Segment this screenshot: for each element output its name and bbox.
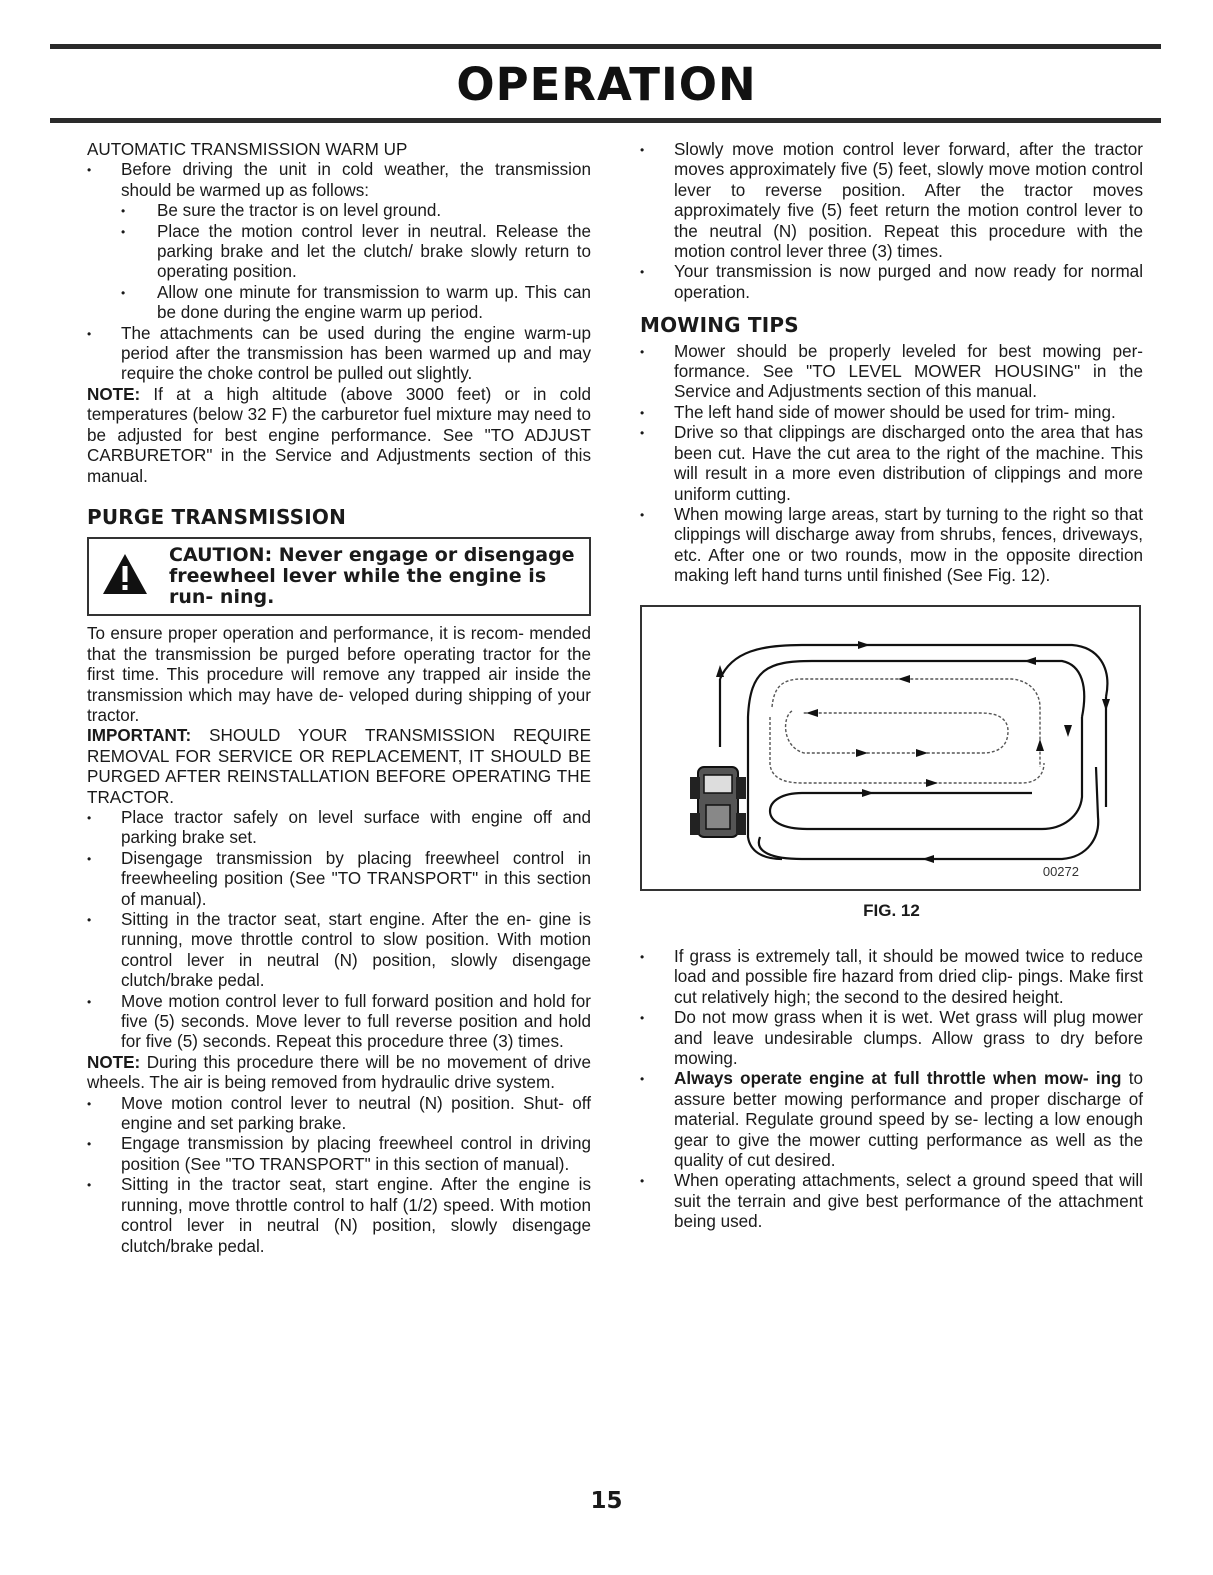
list-item [87, 160, 591, 323]
important-label: IMPORTANT: [87, 726, 192, 746]
list-item: • Do not mow grass when it is wet. Wet grass will plug mower and leave undesirable clumps. Allow grass to dry before mowing. [640, 1008, 1143, 1069]
page-title: OPERATION [456, 58, 757, 111]
list-item: • Sitting in the tractor seat, start engine. After the en- gine is running, move throttle control to slow position. With motion control lever in neutral (N) position, slowly disengage clutch/brake pedal. [87, 910, 591, 992]
page-number: 15 [590, 1488, 623, 1514]
list-item: • Allow one minute for transmission to warm up. This can be done during the engine warm up period. [121, 283, 591, 324]
list-item: • Move motion control lever to full forward position and hold for five (5) seconds. Move lever to full reverse position and hold for five (5) seconds. Repeat this procedure three (3) times. [87, 992, 591, 1053]
purge-steps-a [87, 808, 591, 1053]
mowing-tips-a [640, 342, 1143, 587]
purge-steps-c [640, 140, 1143, 303]
list-item [640, 1069, 1143, 1171]
list-item: • The left hand side of mower should be used for trim- ming. [640, 403, 1143, 423]
top-rule [50, 44, 1161, 49]
list-item: • Move motion control lever to neutral (N) position. Shut- off engine and set parking brake. [87, 1094, 591, 1135]
important-text: SHOULD YOUR TRANSMISSION REQUIRE REMOVAL FOR SERVICE OR REPLACEMENT, IT SHOULD BE PURGED AFTER REINSTALLATION BEFORE OPERATING THE TRACTOR. [87, 726, 591, 807]
note-text: During this procedure there will be no movement of drive wheels. The air is being removed from hydraulic drive system. [87, 1052, 591, 1093]
list-item: • When operating attachments, select a ground speed that will suit the terrain and give best performance of the attachment being used. [640, 1171, 1143, 1232]
warmup-heading: AUTOMATIC TRANSMISSION WARM UP [87, 140, 408, 159]
mowing-tips-b [640, 947, 1143, 1233]
warmup-list [87, 160, 591, 384]
list-item: • Your transmission is now purged and now ready for normal operation. [640, 262, 1143, 303]
purge-intro: To ensure proper operation and performance, it is recom- mended that the transmission be purged before operating tractor for the first time. This procedure will remove any trapped air inside the transmission which may have de- veloped during shipping of your tractor. [87, 624, 591, 725]
note-altitude [87, 385, 591, 487]
note-text: If at a high altitude (above 3000 feet) or in cold temperatures (below 32 F) the carburetor fuel mixture may need to be adjusted for best engine performance. See "TO ADJUST CARBURETOR" in the Service and Adjustments section of this manual. [87, 384, 591, 486]
figure-number: 00272 [1042, 864, 1079, 880]
caution-box [87, 537, 591, 616]
mowing-pattern-diagram [642, 607, 1139, 889]
list-item: • The attachments can be used during the engine warm-up period after the transmission has been warmed up and may require the choke control be pulled out slightly. [87, 324, 591, 385]
tip-text: to assure better mowing performance and proper discharge of material. Regulate ground speed by se- lecting a low enough gear to give the mower cutting performance as well as the quality of cut desired. [674, 1069, 1143, 1170]
warmup-sublist [121, 201, 591, 323]
bold-lead: Always operate engine at full throttle when mow- ing [674, 1069, 1122, 1089]
caution-text: CAUTION: Never engage or disengage freewheel lever while the engine is run- ning. [169, 544, 575, 609]
warning-triangle-icon [101, 552, 149, 601]
note-drive-wheels [87, 1053, 591, 1094]
mowing-pattern-figure [640, 605, 1141, 891]
purge-heading: PURGE TRANSMISSION [87, 504, 347, 529]
important-notice [87, 726, 591, 808]
list-item: • If grass is extremely tall, it should be mowed twice to reduce load and possible fire hazard from dried clip- pings. Make first cut relatively high; the second to the desired height. [640, 947, 1143, 1008]
list-item: • Place the motion control lever in neutral. Release the parking brake and let the clutch/ brake slowly return to operating position. [121, 222, 591, 283]
list-item: • Be sure the tractor is on level ground. [121, 201, 591, 221]
list-item: • Mower should be properly leveled for best mowing per- formance. See "TO LEVEL MOWER HOUSING" in the Service and Adjustments section of this manual. [640, 342, 1143, 403]
note-label: NOTE: [87, 1052, 141, 1072]
list-item: • Disengage transmission by placing freewheel control in freewheeling position (See "TO TRANSPORT" in this section of manual). [87, 849, 591, 910]
list-item: • Slowly move motion control lever forward, after the tractor moves approximately five (5) feet, slowly move motion control lever to reverse position. After the tractor moves approximately five (5) feet return the motion control lever to the neutral (N) position. Repeat this procedure with the motion control lever three (3) times. [640, 140, 1143, 262]
figure-caption: FIG. 12 [863, 900, 920, 920]
purge-steps-b [87, 1094, 591, 1257]
list-item: • Drive so that clippings are discharged onto the area that has been cut. Have the cut area to the right of the machine. This will result in a more even distribution of clippings and more uniform cutting. [640, 423, 1143, 505]
list-item: • Engage transmission by placing freewheel control in driving position (See "TO TRANSPORT" in this section of manual). [87, 1134, 591, 1175]
list-item-text: Before driving the unit in cold weather, the transmission should be warmed up as follows: [121, 160, 591, 200]
tractor-icon [690, 767, 746, 837]
right-column [640, 140, 1143, 1233]
left-column [87, 140, 591, 1257]
title-rule [50, 118, 1161, 123]
list-item: • When mowing large areas, start by turning to the right so that clippings will discharge away from shrubs, fences, driveways, etc. After one or two rounds, mow in the opposite direction making left hand turns until finished (See Fig. 12). [640, 505, 1143, 587]
list-item: • Sitting in the tractor seat, start engine. After the engine is running, move throttle control to half (1/2) speed. With motion control lever in neutral (N) position, slowly disengage clutch/brake pedal. [87, 1175, 591, 1257]
mowing-heading: MOWING TIPS [640, 313, 799, 338]
list-item: • Place tractor safely on level surface with engine off and parking brake set. [87, 808, 591, 849]
note-label: NOTE: [87, 384, 141, 404]
